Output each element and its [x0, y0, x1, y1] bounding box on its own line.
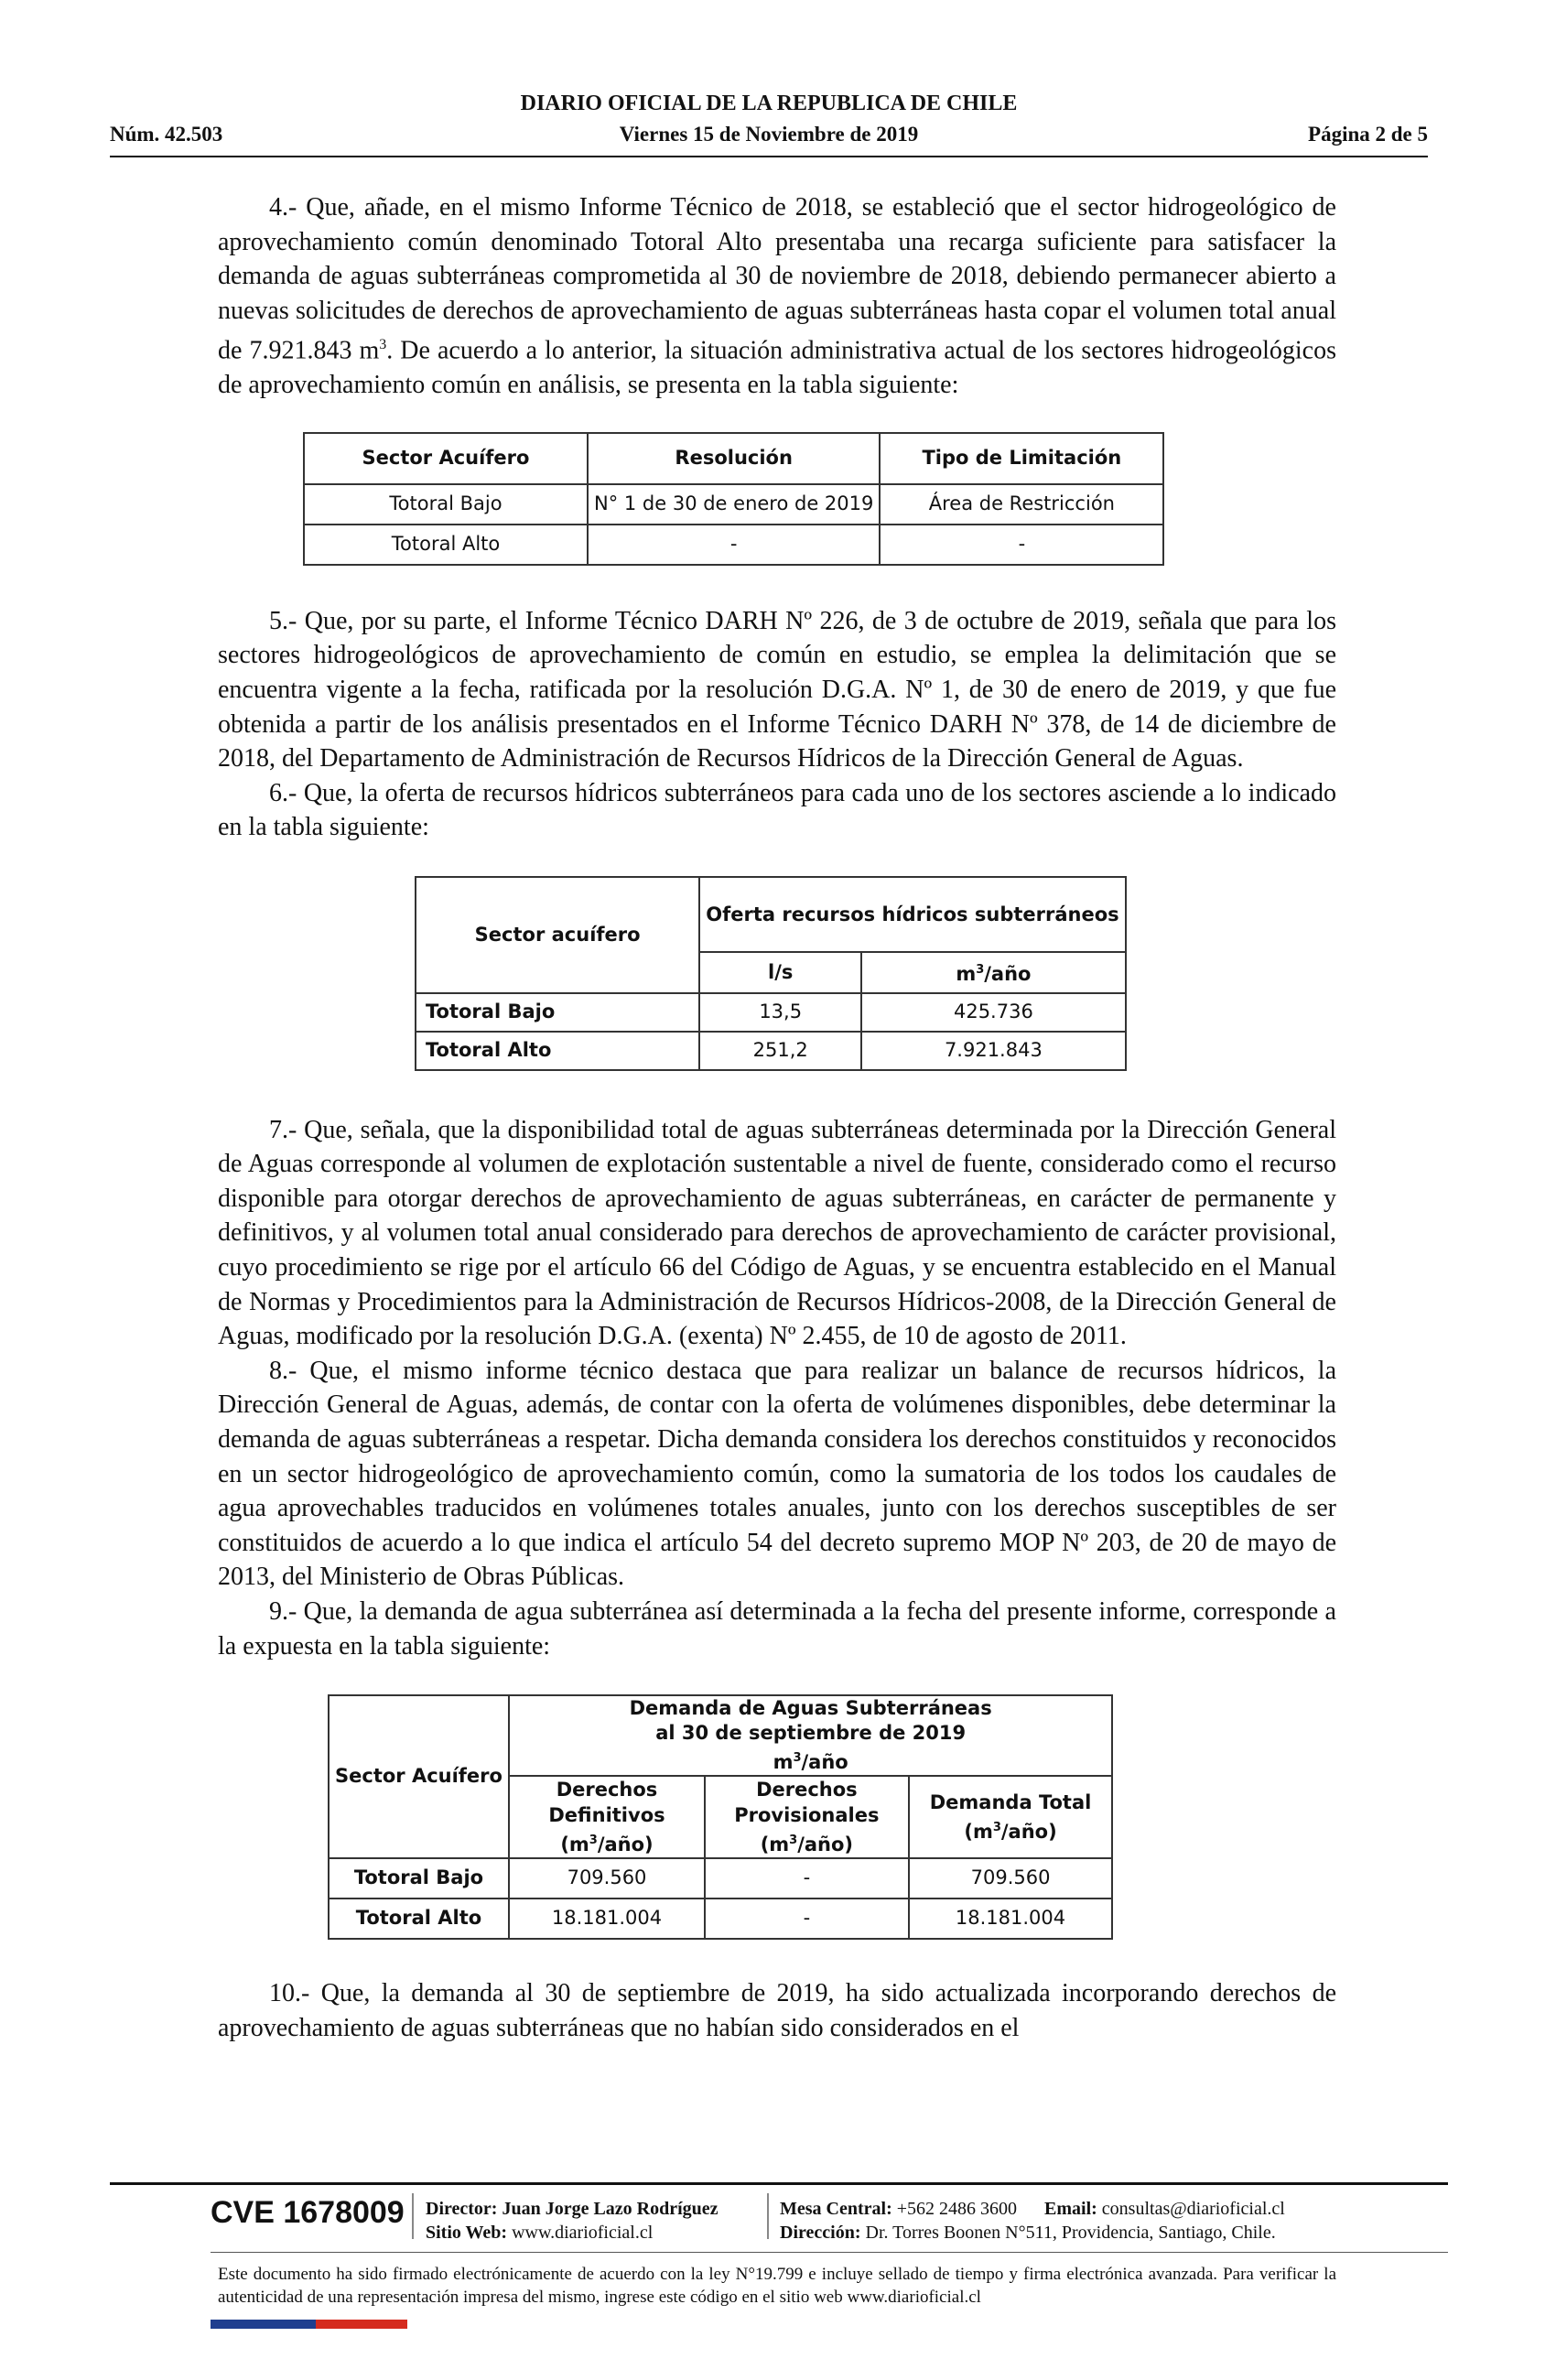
table-row	[329, 1858, 1112, 1899]
limitation-table	[303, 432, 1251, 566]
header-line	[711, 1828, 902, 1857]
flag-bar-blue	[211, 2320, 316, 2329]
page-header	[110, 92, 1428, 156]
table-cell: 7.921.843	[861, 1032, 1126, 1070]
email-label: Email:	[1044, 2199, 1097, 2219]
footer-inner-divider	[211, 2252, 1448, 2253]
column-header: l/s	[699, 952, 861, 993]
header-line: Demanda Total	[929, 1791, 1092, 1814]
table-cell: Totoral Bajo	[416, 993, 699, 1032]
footer-line	[426, 2197, 719, 2221]
document-body	[218, 190, 1336, 2045]
paragraph-8: 8.- Que, el mismo informe técnico destaca que para realizar un balance de recursos hídricos, la Dirección General de Aguas, además, de contar con la oferta de volúmenes disponibles, debe determinar la demanda de aguas subterráneas a respetar. Dicha demanda considera los derechos constituidos y reconocidos en un sector hidrogeológico de aprovechamiento común, como la sumatoria de los todos los caudales de agua aprovechables traducidos en volúmenes totales anuales, junto con los derechos susceptibles de ser constituidos de acuerdo a lo que indica el artículo 54 del decreto supremo MOP Nº 203, de 20 de mayo de 2013, del Ministerio de Obras Públicas.	[218, 1356, 1336, 1592]
table-cell: 251,2	[699, 1032, 861, 1070]
paragraph-9: 9.- Que, la demanda de agua subterránea así determinada a la fecha del presente informe, corresponde a la expuesta en la tabla siguiente:	[218, 1596, 1336, 1661]
website-link[interactable]: www.diarioficial.cl	[512, 2223, 654, 2243]
unit-text: /año)	[797, 1834, 854, 1856]
column-header	[509, 1695, 1112, 1776]
publication-title: DIARIO OFICIAL DE LA REPUBLICA DE CHILE	[520, 92, 1018, 115]
table-cell: 709.560	[509, 1858, 705, 1899]
table-cell: 18.181.004	[509, 1899, 705, 1939]
column-header: Sector Acuífero	[304, 433, 588, 484]
footer-editorial	[426, 2197, 719, 2245]
table-cell: 13,5	[699, 993, 861, 1032]
unit-text: /año	[801, 1751, 848, 1774]
address-label: Dirección:	[780, 2223, 861, 2243]
legal-notice: Este documento ha sido firmado electrónicamente de acuerdo con la ley N°19.799 e incluye sellado de tiempo y firma electrónica avanzada. Para verificar la autenticidad de una representación impresa del mismo, ingrese este código en el sitio web www.diarioficial.cl	[218, 2265, 1336, 2307]
column-header	[509, 1776, 705, 1858]
table-cell: -	[588, 525, 880, 565]
paragraph-7: 7.- Que, señala, que la disponibilidad total de aguas subterráneas determinada por la Dirección General de Aguas corresponde al volumen de explotación sustentable a nivel de fuente, considerado como el recurso disponible para otorgar derechos de aprovechamiento de aguas subterráneas, en carácter de permanente y definitivos, y al volumen total anual considerado para derechos de aprovechamiento de carácter provisional, cuyo procedimiento se rige por el artículo 66 del Código de Aguas, y se encuentra establecido en el Manual de Normas y Procedimientos para la Administración de Recursos Hídricos-2008, de la Dirección General de Aguas, modificado por la resolución D.G.A. (exenta) Nº 2.455, de 10 de agosto de 2011.	[218, 1115, 1336, 1351]
table-cell: Totoral Bajo	[329, 1858, 509, 1899]
table-row	[304, 525, 1163, 565]
table-cell: 425.736	[861, 993, 1126, 1032]
email-link[interactable]: consultas@diarioficial.cl	[1101, 2199, 1285, 2219]
footer-separator	[412, 2193, 414, 2239]
unit-text: /año	[984, 963, 1032, 986]
table-cell: -	[705, 1858, 909, 1899]
footer-line	[780, 2197, 1285, 2221]
footer-separator	[767, 2193, 769, 2239]
unit-text: (m	[560, 1834, 589, 1856]
demand-table	[328, 1694, 1226, 1940]
paragraph-4-text-cont: . De acuerdo a lo anterior, la situación administrativa actual de los sectores hidrogeológicos de aprovechamiento común en análisis, se presenta en la tabla siguiente:	[218, 336, 1336, 400]
cve-code: CVE 1678009	[211, 2195, 405, 2230]
table-cell: Totoral Alto	[304, 525, 588, 565]
paragraph-4	[218, 190, 1336, 403]
column-header: Tipo de Limitación	[880, 433, 1163, 484]
unit-text: /año)	[597, 1834, 654, 1856]
table-cell: N° 1 de 30 de enero de 2019	[588, 484, 880, 525]
table-cell: Totoral Alto	[329, 1899, 509, 1939]
issue-number: Núm. 42.503	[110, 123, 223, 146]
paragraph-6: 6.- Que, la oferta de recursos hídricos subterráneos para cada uno de los sectores asciende a lo indicado en la tabla siguiente:	[218, 778, 1336, 842]
column-header	[861, 952, 1126, 993]
header-line	[515, 1828, 698, 1857]
supply-table	[415, 876, 1140, 1071]
unit-text: (m	[964, 1821, 993, 1844]
header-divider	[110, 156, 1428, 157]
unit-text: (m	[760, 1834, 790, 1856]
header-line: al 30 de septiembre de 2019	[655, 1722, 967, 1745]
table-header-row	[416, 877, 1126, 952]
director-name: Juan Jorge Lazo Rodríguez	[502, 2199, 719, 2219]
column-header: Sector acuífero	[416, 877, 699, 993]
header-line	[915, 1815, 1107, 1844]
header-line: Definitivos	[548, 1804, 665, 1827]
header-line	[515, 1746, 1106, 1775]
table-cell: 18.181.004	[909, 1899, 1113, 1939]
column-header: Resolución	[588, 433, 880, 484]
unit-text: m	[773, 1751, 794, 1774]
table-header-row	[304, 433, 1163, 484]
table-cell: Área de Restricción	[880, 484, 1163, 525]
paragraph-4-text: 4.- Que, añade, en el mismo Informe Técnico de 2018, se estableció que el sector hidrogeológico de aprovechamiento común denominado Totoral Alto presentaba una recarga suficiente para satisfacer la demanda de aguas subterráneas comprometida al 30 de noviembre de 2018, debiendo permanecer abierto a nuevas solicitudes de derechos de aprovechamiento de aguas subterráneas hasta copar el volumen total anual de 7.921.843 m	[218, 193, 1336, 365]
column-header: Oferta recursos hídricos subterráneos	[699, 877, 1125, 952]
header-line: Demanda de Aguas Subterráneas	[629, 1697, 992, 1720]
superscript: 3	[789, 1834, 798, 1848]
header-line: Provisionales	[734, 1804, 880, 1827]
page-indicator: Página 2 de 5	[1308, 123, 1428, 146]
paragraph-10: 10.- Que, la demanda al 30 de septiembre de 2019, ha sido actualizada incorporando derechos de aprovechamiento de aguas subterráneas que no habían sido considerados en el	[218, 1979, 1336, 2042]
footer-contact	[780, 2197, 1285, 2245]
superscript: 3	[793, 1751, 802, 1766]
unit-text: /año)	[1000, 1821, 1057, 1844]
table-cell: Totoral Bajo	[304, 484, 588, 525]
header-line: Derechos	[556, 1779, 658, 1801]
column-header	[909, 1776, 1113, 1858]
phone-number: +562 2486 3600	[896, 2199, 1018, 2219]
issue-date: Viernes 15 de Noviembre de 2019	[619, 123, 919, 146]
table-cell: -	[705, 1899, 909, 1939]
table-row	[329, 1899, 1112, 1939]
table-row	[304, 484, 1163, 525]
superscript: 3	[589, 1834, 598, 1848]
footer-line	[426, 2221, 719, 2245]
phone-label: Mesa Central:	[780, 2199, 892, 2219]
director-label: Director:	[426, 2199, 498, 2219]
column-header	[705, 1776, 909, 1858]
website-label: Sitio Web:	[426, 2223, 508, 2243]
superscript: 3	[379, 337, 387, 353]
table-row	[416, 993, 1126, 1032]
flag-bar-red	[316, 2320, 407, 2329]
unit-text: m	[956, 963, 977, 986]
table-cell: Totoral Alto	[416, 1032, 699, 1070]
table-row	[416, 1032, 1126, 1070]
table-cell: -	[880, 525, 1163, 565]
header-line: Derechos	[756, 1779, 858, 1801]
column-header: Sector Acuífero	[329, 1695, 509, 1858]
address-value: Dr. Torres Boonen N°511, Providencia, Santiago, Chile.	[865, 2223, 1276, 2243]
footer-line	[780, 2221, 1285, 2245]
table-cell: 709.560	[909, 1858, 1113, 1899]
superscript: 3	[976, 963, 985, 978]
superscript: 3	[992, 1821, 1001, 1835]
footer-divider	[110, 2182, 1448, 2185]
paragraph-5: 5.- Que, por su parte, el Informe Técnico DARH Nº 226, de 3 de octubre de 2019, señala que para los sectores hidrogeológicos de aprovechamiento de común en estudio, se emplea la delimitación que se encuentra vigente a la fecha, ratificada por la resolución D.G.A. Nº 1, de 30 de enero de 2019, y que fue obtenida a partir de los análisis presentados en el Informe Técnico DARH Nº 378, de 14 de diciembre de 2018, del Departamento de Administración de Recursos Hídricos de la Dirección General de Aguas.	[218, 606, 1336, 774]
table-header-row	[329, 1695, 1112, 1776]
